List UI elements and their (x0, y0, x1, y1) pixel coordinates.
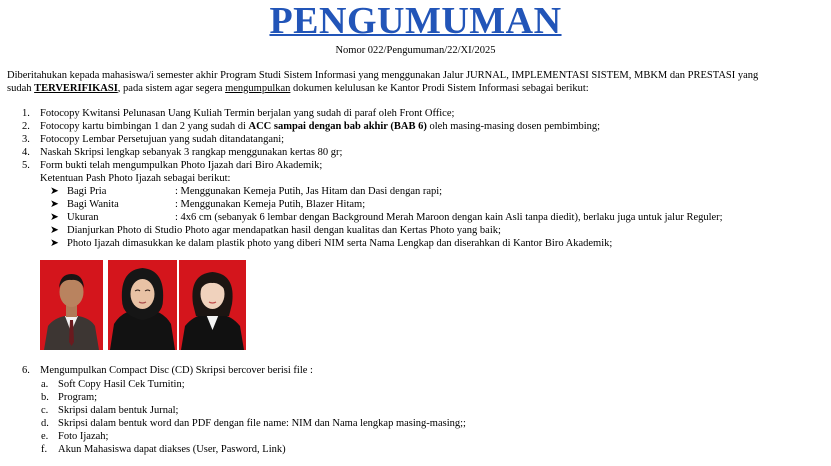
item-text: Fotocopy Kwitansi Pelunasan Uang Kuliah Termin berjalan yang sudah di paraf oleh Front Office; (40, 108, 455, 119)
item-number: 2. (22, 121, 30, 132)
item-number: 1. (22, 108, 30, 119)
terverifikasi-text: TERVERIFIKASI (34, 83, 118, 94)
item-number: 4. (22, 147, 30, 158)
intro-line-2e: dokumen kelulusan ke Kantor Prodi Sistem Informasi sebagai berikut: (290, 83, 589, 94)
item-text: Form bukti telah mengumpulkan Photo Ijazah dari Biro Akademik; (40, 160, 323, 171)
arrow-bullet-icon: ➤ (50, 225, 59, 236)
page-title: PENGUMUMAN (269, 0, 562, 42)
item-number: 5. (22, 160, 30, 171)
acc-bold-text: ACC sampai dengan bab akhir (BAB 6) (248, 121, 427, 132)
intro-line-2c: , pada sistem agar segera (117, 83, 226, 94)
arrow-bullet-icon: ➤ (50, 186, 59, 197)
arrow-bullet-icon: ➤ (50, 212, 59, 223)
item-number: 6. (22, 365, 30, 376)
photo-man-suit (40, 260, 103, 350)
intro-line-2a: sudah (7, 83, 35, 94)
photo-woman-blazer (179, 260, 246, 350)
item-text: Naskah Skripsi lengkap sebanyak 3 rangkap menggunakan kertas 80 gr; (40, 147, 343, 158)
item-text: Fotocopy Lembar Persetujuan yang sudah ditandatangani; (40, 134, 285, 145)
arrow-bullet-icon: ➤ (50, 199, 59, 210)
announcement-number: Nomor 022/Pengumuman/22/XI/2025 (335, 45, 496, 56)
arrow-bullet-icon: ➤ (50, 238, 59, 249)
item-text: Fotocopy kartu bimbingan 1 dan 2 yang sudah di ACC sampai dengan bab akhir (BAB 6) oleh masing-masing dosen pembimbing; (40, 121, 601, 132)
mengumpulkan-text: mengumpulkan (225, 83, 291, 94)
item-text: Mengumpulkan Compact Disc (CD) Skripsi bercover berisi file : (40, 365, 313, 376)
photo-woman-hijab (108, 260, 177, 350)
intro-paragraph (7, 69, 822, 95)
item-number: 3. (22, 134, 30, 145)
intro-line-1: Diberitahukan kepada mahasiswa/i semester akhir Program Studi Sistem Informasi yang menggunakan Jalur JURNAL, IMPLEMENTASI SISTEM, MBKM dan PRESTASI yang (7, 70, 759, 81)
